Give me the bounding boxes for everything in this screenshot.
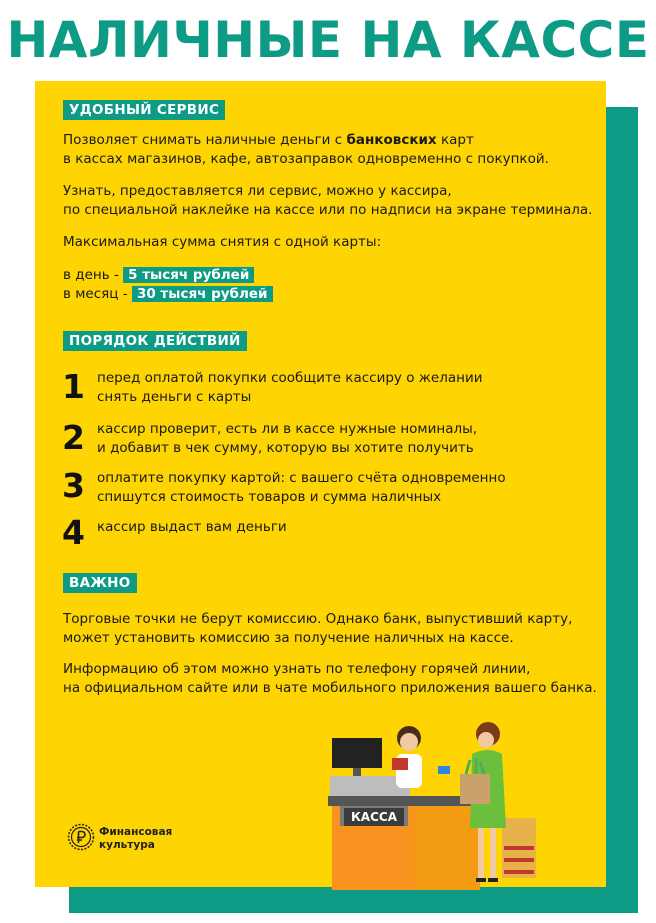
limit-day: [63, 266, 254, 285]
service-paragraph-3: Максимальная сумма снятия с одной карты:: [63, 234, 382, 250]
step-number: 4: [62, 513, 85, 552]
logo-text: Финансовая культура: [99, 826, 173, 851]
limit-day-label: в день -: [63, 267, 119, 283]
important-paragraph-1: Торговые точки не берут комиссию. Однако банк, выпустивший карту, может установить комиссию за получение наличных на кассе.: [63, 611, 573, 646]
page-title: НАЛИЧНЫЕ НА КАССЕ: [6, 11, 650, 69]
step-text: перед оплатой покупки сообщите кассиру о желании снять деньги с карты: [97, 370, 483, 405]
service-paragraph-2: Узнать, предоставляется ли сервис, можно у кассира, по специальной наклейке на кассе или по надписи на экране терминала.: [63, 183, 593, 218]
section-heading-service: УДОБНЫЙ СЕРВИС: [63, 100, 225, 120]
step-number: 1: [62, 367, 85, 406]
service-paragraph-1: Позволяет снимать наличные деньги с банковских карт в кассах магазинов, кафе, автозаправок одновременно с покупкой.: [63, 132, 549, 167]
step-text: кассир проверит, есть ли в кассе нужные номиналы, и добавит в чек сумму, которую вы хотите получить: [97, 421, 478, 456]
limit-month-value: 30 тысяч рублей: [132, 286, 273, 302]
section-heading-steps: ПОРЯДОК ДЕЙСТВИЙ: [63, 331, 247, 351]
cashier-illustration: [320, 718, 550, 890]
section-heading-important: ВАЖНО: [63, 573, 137, 593]
counter-sign: КАССА: [351, 810, 397, 824]
step-number: 3: [62, 466, 85, 505]
important-paragraph-2: Информацию об этом можно узнать по телефону горячей линии, на официальном сайте или в чате мобильного приложения вашего банка.: [63, 661, 597, 696]
limit-month-label: в месяц -: [63, 286, 128, 302]
limit-day-value: 5 тысяч рублей: [123, 267, 254, 283]
ruble-coin-icon: [67, 823, 95, 851]
limit-month: [63, 285, 273, 304]
step-text: кассир выдаст вам деньги: [97, 519, 287, 535]
step-number: 2: [62, 418, 85, 457]
step-text: оплатите покупку картой: с вашего счёта одновременно спишутся стоимость товаров и сумма наличных: [97, 470, 506, 505]
